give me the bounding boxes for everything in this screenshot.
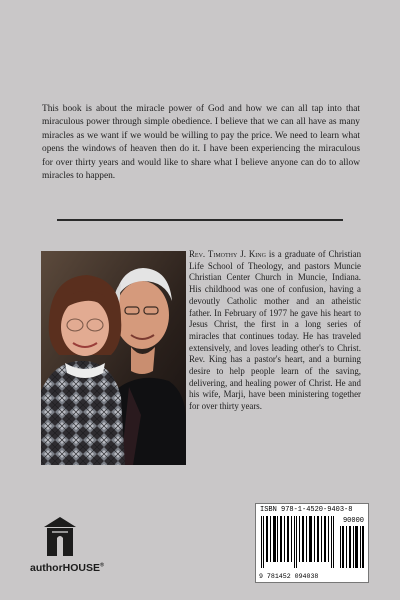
author-bio-text: is a graduate of Christian Life School of Theology, and pastors Muncie Christian Center Church in Muncie, Indiana. His childhood was one of confusion, having a devoutly Catholic mother and an atheistic father. In February of 1977 he gave his heart to Jesus Christ, the first in a long series of miracles that continues today. He has traveled extensively, and loves leading other's to Christ. Rev. King has a pastor's heart, and a burning desire to help people learn of the saving, delivering, and healing power of Christ. He and his wife, Marji, have been ministering together for over thirty years. <box>189 249 362 412</box>
barcode-main-bars <box>261 516 337 568</box>
publisher-house-icon <box>43 516 77 558</box>
price-code: 90000 <box>342 517 364 525</box>
blurb-text: This book is about the miracle power of God and how we can all tap into that miraculous power through simple obedience. I believe that we can all have as many miracles as we want if we would be willing to pay the price. We need to learn what opens the windows of heaven then do it. I have been experiencing the miraculous for over thirty years and would like to share what I believe anyone can do to allow miracles to happen. <box>42 104 360 182</box>
divider-rule <box>57 219 343 221</box>
publisher-name: authorHOUSE® <box>30 562 105 574</box>
author-name: Rev. Timothy J. King <box>189 249 266 259</box>
ean-digits: 9 781452 094038 <box>259 573 319 580</box>
isbn-barcode <box>255 503 369 583</box>
author-photo <box>41 251 186 465</box>
barcode-addon-bars <box>340 526 364 568</box>
isbn-text: ISBN 978-1-4520-9403-8 <box>260 506 353 514</box>
publisher-logo <box>30 516 120 574</box>
author-photo-illustration <box>41 251 186 465</box>
author-bio <box>189 249 361 413</box>
